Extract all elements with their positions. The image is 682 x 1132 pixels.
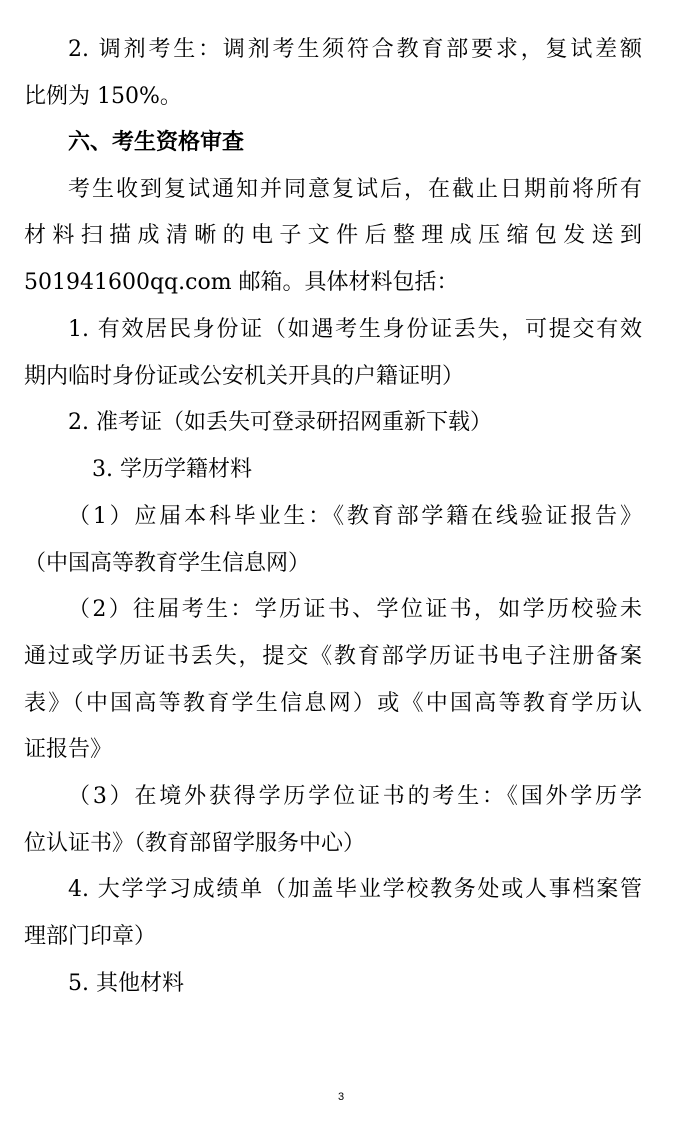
list-item: 2. 准考证（如丢失可登录研招网重新下载） (68, 410, 492, 435)
list-item: 4. 大学学习成绩单（加盖毕业学校教务处或人事档案管 (68, 877, 642, 902)
text-line: 表》（中国高等教育学生信息网）或《中国高等教育学历认 (24, 691, 642, 716)
sub-list-item: （3）在境外获得学历学位证书的考生：《国外学历学 (68, 784, 642, 809)
sub-list-item: （2）往届考生：学历证书、学位证书，如学历校验未 (68, 597, 642, 622)
text-line: 2. 调剂考生：调剂考生须符合教育部要求，复试差额 (68, 37, 642, 62)
list-item: 3. 学历学籍材料 (92, 457, 252, 482)
text-line-email: 501941600qq.com 邮箱。具体材料包括： (24, 270, 459, 295)
text-line: 比例为 150%。 (24, 84, 182, 109)
text-line: 通过或学历证书丢失，提交《教育部学历证书电子注册备案 (24, 644, 642, 669)
text-line: 理部门印章） (24, 924, 157, 949)
sub-list-item: （1）应届本科毕业生：《教育部学籍在线验证报告》 (68, 504, 642, 529)
text-line: 证报告》 (24, 737, 113, 762)
text-line: 考生收到复试通知并同意复试后，在截止日期前将所有 (68, 177, 642, 202)
list-item: 1. 有效居民身份证（如遇考生身份证丢失，可提交有效 (68, 317, 642, 342)
text-line: 位认证书》（教育部留学服务中心） (24, 831, 366, 856)
section-heading: 六、考生资格审查 (68, 130, 245, 155)
list-item: 5. 其他材料 (68, 971, 184, 996)
text-line: 材料扫描成清晰的电子文件后整理成压缩包发送到 (24, 223, 642, 248)
text-line: 期内临时身份证或公安机关开具的户籍证明） (24, 364, 465, 389)
page-number: 3 (337, 1091, 345, 1103)
text-line: （中国高等教育学生信息网） (24, 551, 311, 576)
